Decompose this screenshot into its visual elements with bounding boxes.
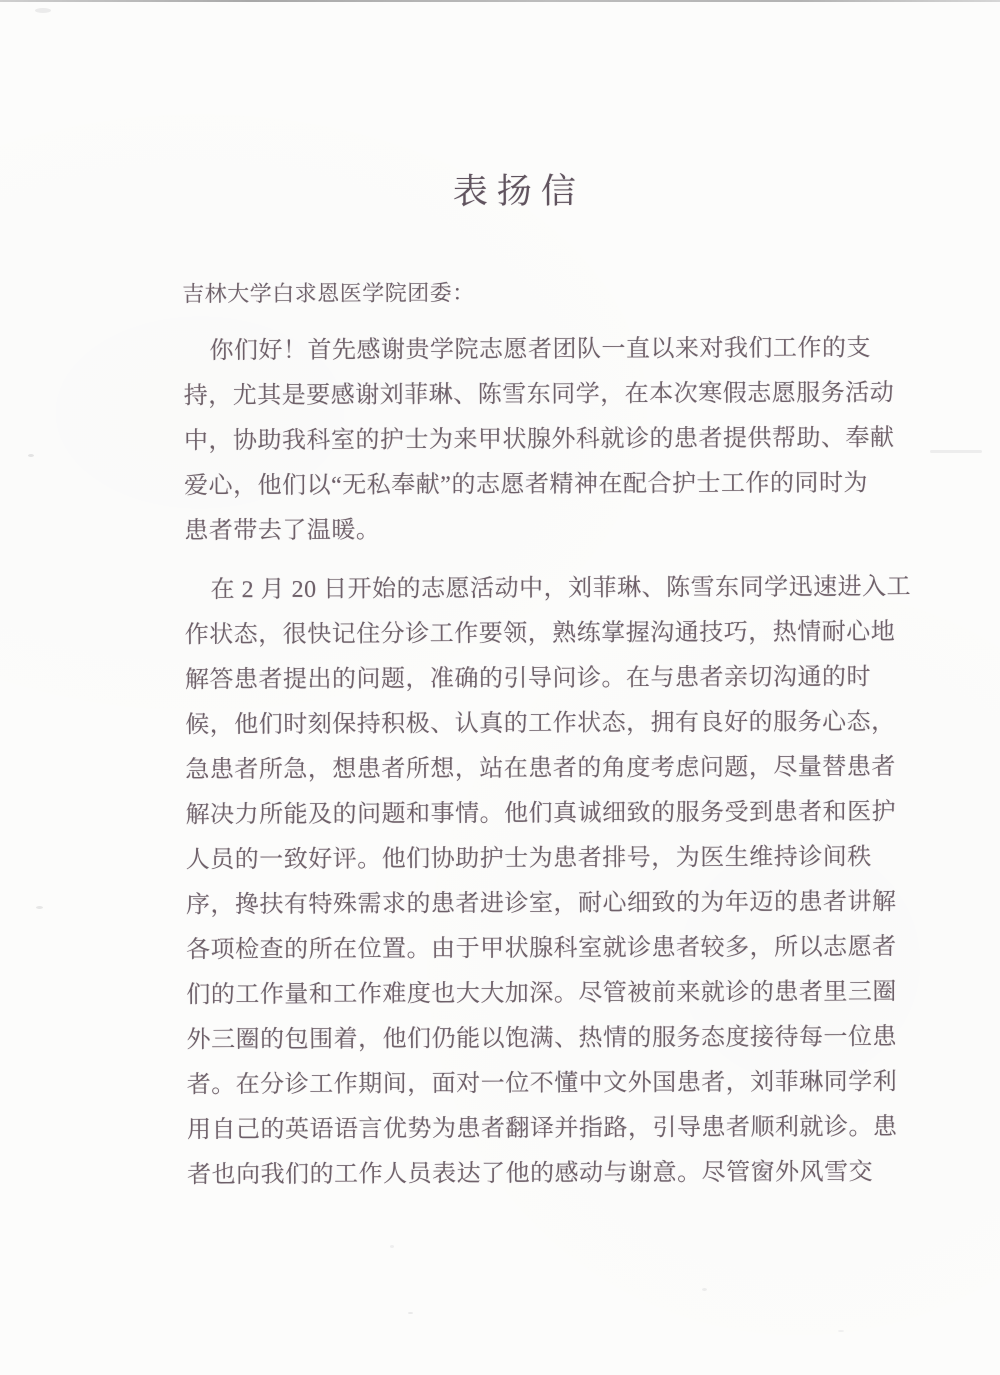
letter-title: 表扬信 — [452, 171, 585, 212]
letter-line: 人员的一致好评。他们协助护士为患者排号，为医生维持诊间秩 — [185, 844, 872, 874]
letter-line: 者也向我们的工作人员表达了他的感动与谢意。尽管窗外风雪交 — [187, 1159, 874, 1189]
letter-line: 候，他们时刻保持积极、认真的工作状态，拥有良好的服务心态， — [185, 709, 896, 739]
letter-line: 们的工作量和工作难度也大大加深。尽管被前来就诊的患者里三圈 — [186, 979, 897, 1009]
letter-line: 持，尤其是要感谢刘菲琳、陈雪东同学，在本次寒假志愿服务活动 — [183, 380, 895, 410]
letter-line: 在 2 月 20 日开始的志愿活动中，刘菲琳、陈雪东同学迅速进入工 — [210, 574, 912, 604]
letter-line: 用自己的英语语言优势为患者翻译并指路，引导患者顺利就诊。患 — [186, 1114, 898, 1144]
letter-line: 外三圈的包围着，他们仍能以饱满、热情的服务态度接待每一位患 — [186, 1024, 898, 1054]
letter-line: 者。在分诊工作期间，面对一位不懂中文外国患者，刘菲琳同学利 — [186, 1069, 898, 1099]
letter-line: 各项检查的所在位置。由于甲状腺科室就诊患者较多，所以志愿者 — [186, 934, 897, 964]
letter-line: 作状态，很快记住分诊工作要领，熟练掌握沟通技巧，热情耐心地 — [184, 619, 896, 649]
letter-line: 你们好！首先感谢贵学院志愿者团队一直以来对我们工作的支 — [209, 335, 872, 365]
letter-line: 中，协助我科室的护士为来甲状腺外科就诊的患者提供帮助、奉献 — [183, 425, 895, 455]
letter-line: 急患者所急，想患者所想，站在患者的角度考虑问题，尽量替患者 — [185, 754, 896, 784]
letter-line: 解答患者提出的问题，准确的引导问诊。在与患者亲切沟通的时 — [184, 664, 872, 694]
letter-line: 爱心，他们以“无私奉献”的志愿者精神在配合护士工作的同时为 — [184, 470, 868, 500]
letter-body — [183, 326, 912, 1198]
letter-salutation: 吉林大学白求恩医学院团委： — [182, 280, 475, 307]
letter-line: 序，搀扶有特殊需求的患者进诊室，耐心细致的为年迈的患者讲解 — [185, 889, 897, 919]
letter-paragraph — [184, 565, 912, 1198]
letter-paragraph — [183, 326, 904, 554]
letter-line: 患者带去了温暖。 — [184, 517, 381, 545]
letter-line: 解决力所能及的问题和事情。他们真诚细致的服务受到患者和医护 — [185, 799, 897, 829]
